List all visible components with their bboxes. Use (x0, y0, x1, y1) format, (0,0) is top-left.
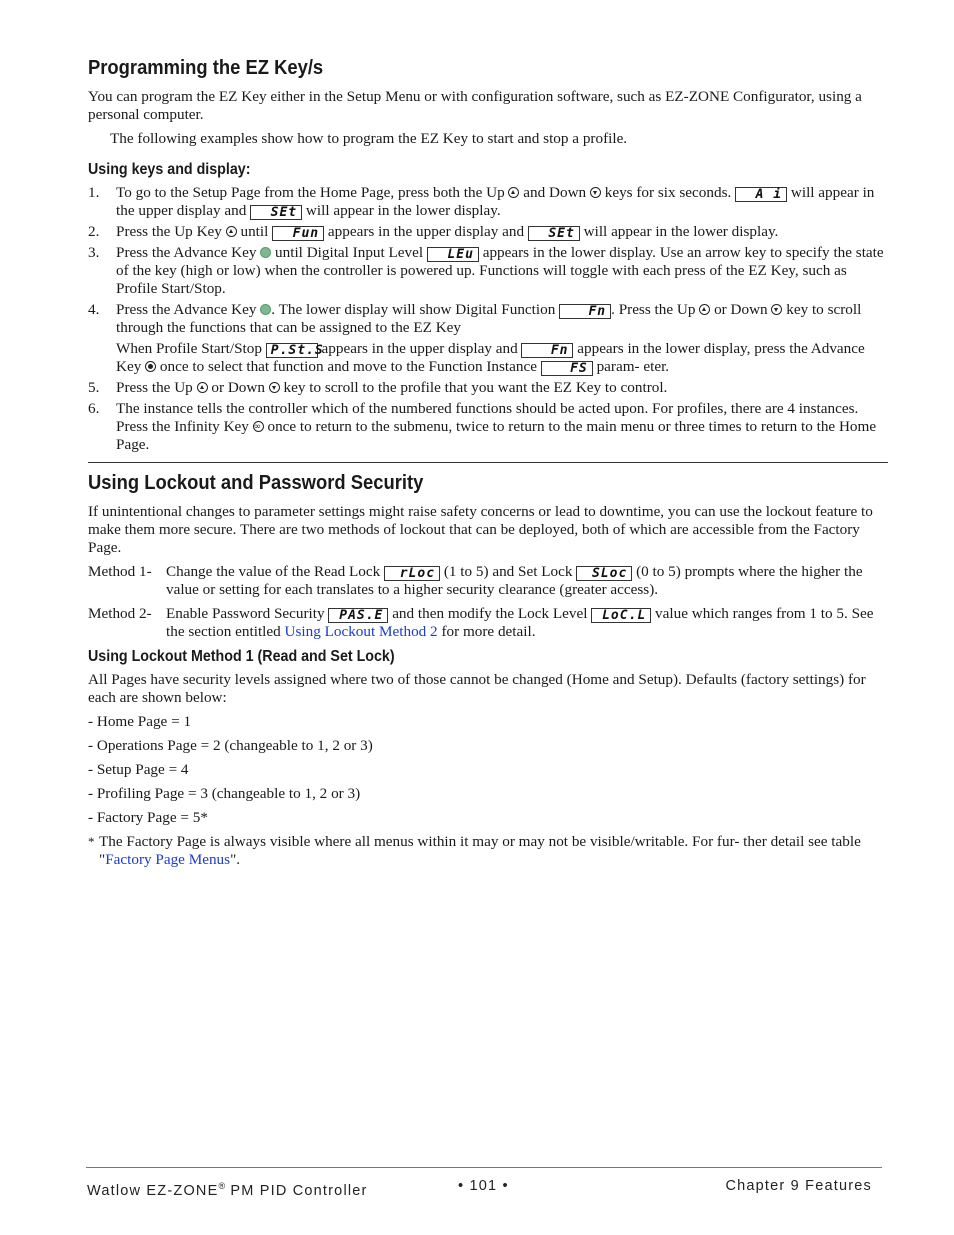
step-4 (88, 301, 888, 376)
step-text: key to scroll through the functions that can be assigned to the EZ Key (116, 301, 862, 336)
ez-key-intro: You can program the EZ Key either in the Setup Menu or with configuration software, such as EZ-ZONE Configurator, using a personal computer. (88, 88, 862, 123)
page-level-factory: - Factory Page = 5* (88, 809, 208, 826)
step-text: until (240, 223, 269, 240)
step-text: or Down (714, 301, 768, 318)
step-6 (88, 400, 888, 454)
step-text: Press the Advance Key (116, 244, 257, 261)
step-number: 1. (88, 184, 100, 201)
method-text: Enable Password Security (166, 605, 325, 622)
step-text: once to return to the submenu, twice to return to the main menu or three times to return to the Home Page. (116, 418, 877, 453)
method-text: and then modify the Lock Level (392, 605, 588, 622)
step-text: and Down (523, 184, 587, 201)
step-text: appears in the upper display and (321, 340, 518, 357)
advance-key-icon (145, 361, 156, 372)
step-text: The instance tells the controller which of the numbered functions should be acted upon. For profiles, there are 4 instances. Press the Infinity Key (116, 400, 859, 435)
lcd-ai: A i (735, 187, 787, 202)
footnote (88, 833, 888, 869)
step-text: keys for six seconds. (604, 184, 732, 201)
footnote-text: ". (230, 851, 241, 868)
page-content (88, 56, 888, 869)
footer-product (87, 1177, 368, 1200)
lcd-set: SEt (250, 205, 302, 220)
step-text: will appear in the lower display. (305, 202, 501, 219)
step-text: or Down (211, 379, 265, 396)
up-key-icon (226, 226, 237, 237)
step-number: 6. (88, 400, 100, 417)
step-text: param- eter. (596, 358, 670, 375)
page-level-home: - Home Page = 1 (88, 713, 192, 730)
infinity-key-icon (253, 421, 264, 432)
step-text: will appear in the upper display and (116, 184, 875, 219)
section-divider (88, 462, 888, 463)
up-key-icon (699, 304, 710, 315)
footnote-text: The Factory Page is always visible where all menus within it may or may not be visible/writable. For fur- ther detail see table " (99, 833, 861, 868)
subtitle-lockout-method-1: Using Lockout Method 1 (Read and Set Lock) (88, 648, 395, 665)
step-number: 4. (88, 301, 100, 318)
method-label: Method 1- (88, 563, 152, 580)
lcd-set: SEt (528, 226, 580, 241)
lcd-sloc: SLoc (576, 566, 632, 581)
registered-mark: ® (218, 1181, 226, 1191)
page-level-operations: - Operations Page = 2 (changeable to 1, 2 or 3) (88, 737, 373, 754)
lockout-intro: If unintentional changes to parameter settings might raise safety concerns or lead to downtime, you can use the lockout feature to make them more secure. There are two methods of lockout that can be deployed, both of which are accessible from the Factory Page. (88, 503, 873, 556)
link-lockout-method-2[interactable]: Using Lockout Method 2 (284, 623, 438, 640)
lcd-pase: PAS.E (328, 608, 388, 623)
lcd-fn: Fn (559, 304, 611, 319)
lcd-fn: Fn (521, 343, 573, 358)
method-text: for more detail. (441, 623, 536, 640)
lcd-lev: LEu (427, 247, 479, 262)
footer-page-number: • 101 • (458, 1178, 509, 1194)
lcd-psts: P.St.S (266, 343, 318, 358)
step-text: Press the Up (116, 379, 193, 396)
ez-key-examples: The following examples show how to program the EZ Key to start and stop a profile. (110, 130, 628, 147)
footer-chapter: Chapter 9 Features (725, 1178, 872, 1194)
down-key-icon (269, 382, 280, 393)
step-text: appears in the lower display. Use an arrow key to specify the state of the key (high or low) when the controller is powered up. Functions will toggle with each press of the EZ Key, such as Profile Start/Stop. (116, 244, 884, 297)
method-text: Change the value of the Read Lock (166, 563, 381, 580)
step-text: To go to the Setup Page from the Home Page, press both the Up (116, 184, 505, 201)
pages-intro: All Pages have security levels assigned where two of those cannot be changed (Home and Setup). Defaults (factory settings) for each are shown below: (88, 671, 866, 706)
step-3 (88, 244, 888, 298)
advance-key-icon (260, 247, 271, 258)
method-text: (1 to 5) and Set Lock (443, 563, 573, 580)
lcd-locl: LoC.L (591, 608, 651, 623)
method-1 (88, 563, 888, 599)
page-level-profiling: - Profiling Page = 3 (changeable to 1, 2 or 3) (88, 785, 361, 802)
footer-product-suffix: PM PID Controller (225, 1182, 368, 1199)
section-title-ez-key: Programming the EZ Key/s (88, 57, 324, 79)
step-text: . The lower display will show Digital Function (271, 301, 556, 318)
up-key-icon (197, 382, 208, 393)
step-number: 2. (88, 223, 100, 240)
step-text: until Digital Input Level (275, 244, 424, 261)
page-level-setup: - Setup Page = 4 (88, 761, 189, 778)
method-text: (0 to 5) prompts where the higher the value or setting for each translates to a higher security clearance (greater access). (166, 563, 863, 598)
step-text: Press the Up Key (116, 223, 222, 240)
section-title-lockout: Using Lockout and Password Security (88, 472, 424, 494)
method-label: Method 2- (88, 605, 152, 622)
step-2 (88, 223, 888, 241)
step-text: appears in the lower display, press the Advance Key (116, 340, 865, 375)
step-number: 5. (88, 379, 100, 396)
step-text: When Profile Start/Stop (116, 340, 262, 357)
step-5 (88, 379, 888, 397)
footer-product-name: Watlow EZ-ZONE (87, 1182, 219, 1199)
step-4-detail (116, 340, 888, 376)
lcd-fun: Fun (272, 226, 324, 241)
method-2 (88, 605, 888, 641)
down-key-icon (590, 187, 601, 198)
step-text: once to select that function and move to the Function Instance (159, 358, 537, 375)
method-text: value which ranges from 1 to 5. See the section entitled (166, 605, 874, 640)
step-text: will appear in the lower display. (583, 223, 779, 240)
step-1 (88, 184, 888, 220)
up-key-icon (508, 187, 519, 198)
advance-key-icon (260, 304, 271, 315)
step-number: 3. (88, 244, 100, 261)
footnote-star: * (88, 834, 95, 849)
steps-list (88, 184, 888, 454)
step-text: key to scroll to the profile that you want the EZ Key to control. (283, 379, 668, 396)
step-text: . Press the Up (611, 301, 696, 318)
down-key-icon (771, 304, 782, 315)
step-text: appears in the upper display and (327, 223, 525, 240)
lcd-fs: FS (541, 361, 593, 376)
step-text: Press the Advance Key (116, 301, 257, 318)
lcd-rloc: rLoc (384, 566, 440, 581)
footer-rule (86, 1167, 882, 1168)
subtitle-keys-display: Using keys and display: (88, 161, 251, 178)
link-factory-page-menus[interactable]: Factory Page Menus (105, 851, 231, 868)
